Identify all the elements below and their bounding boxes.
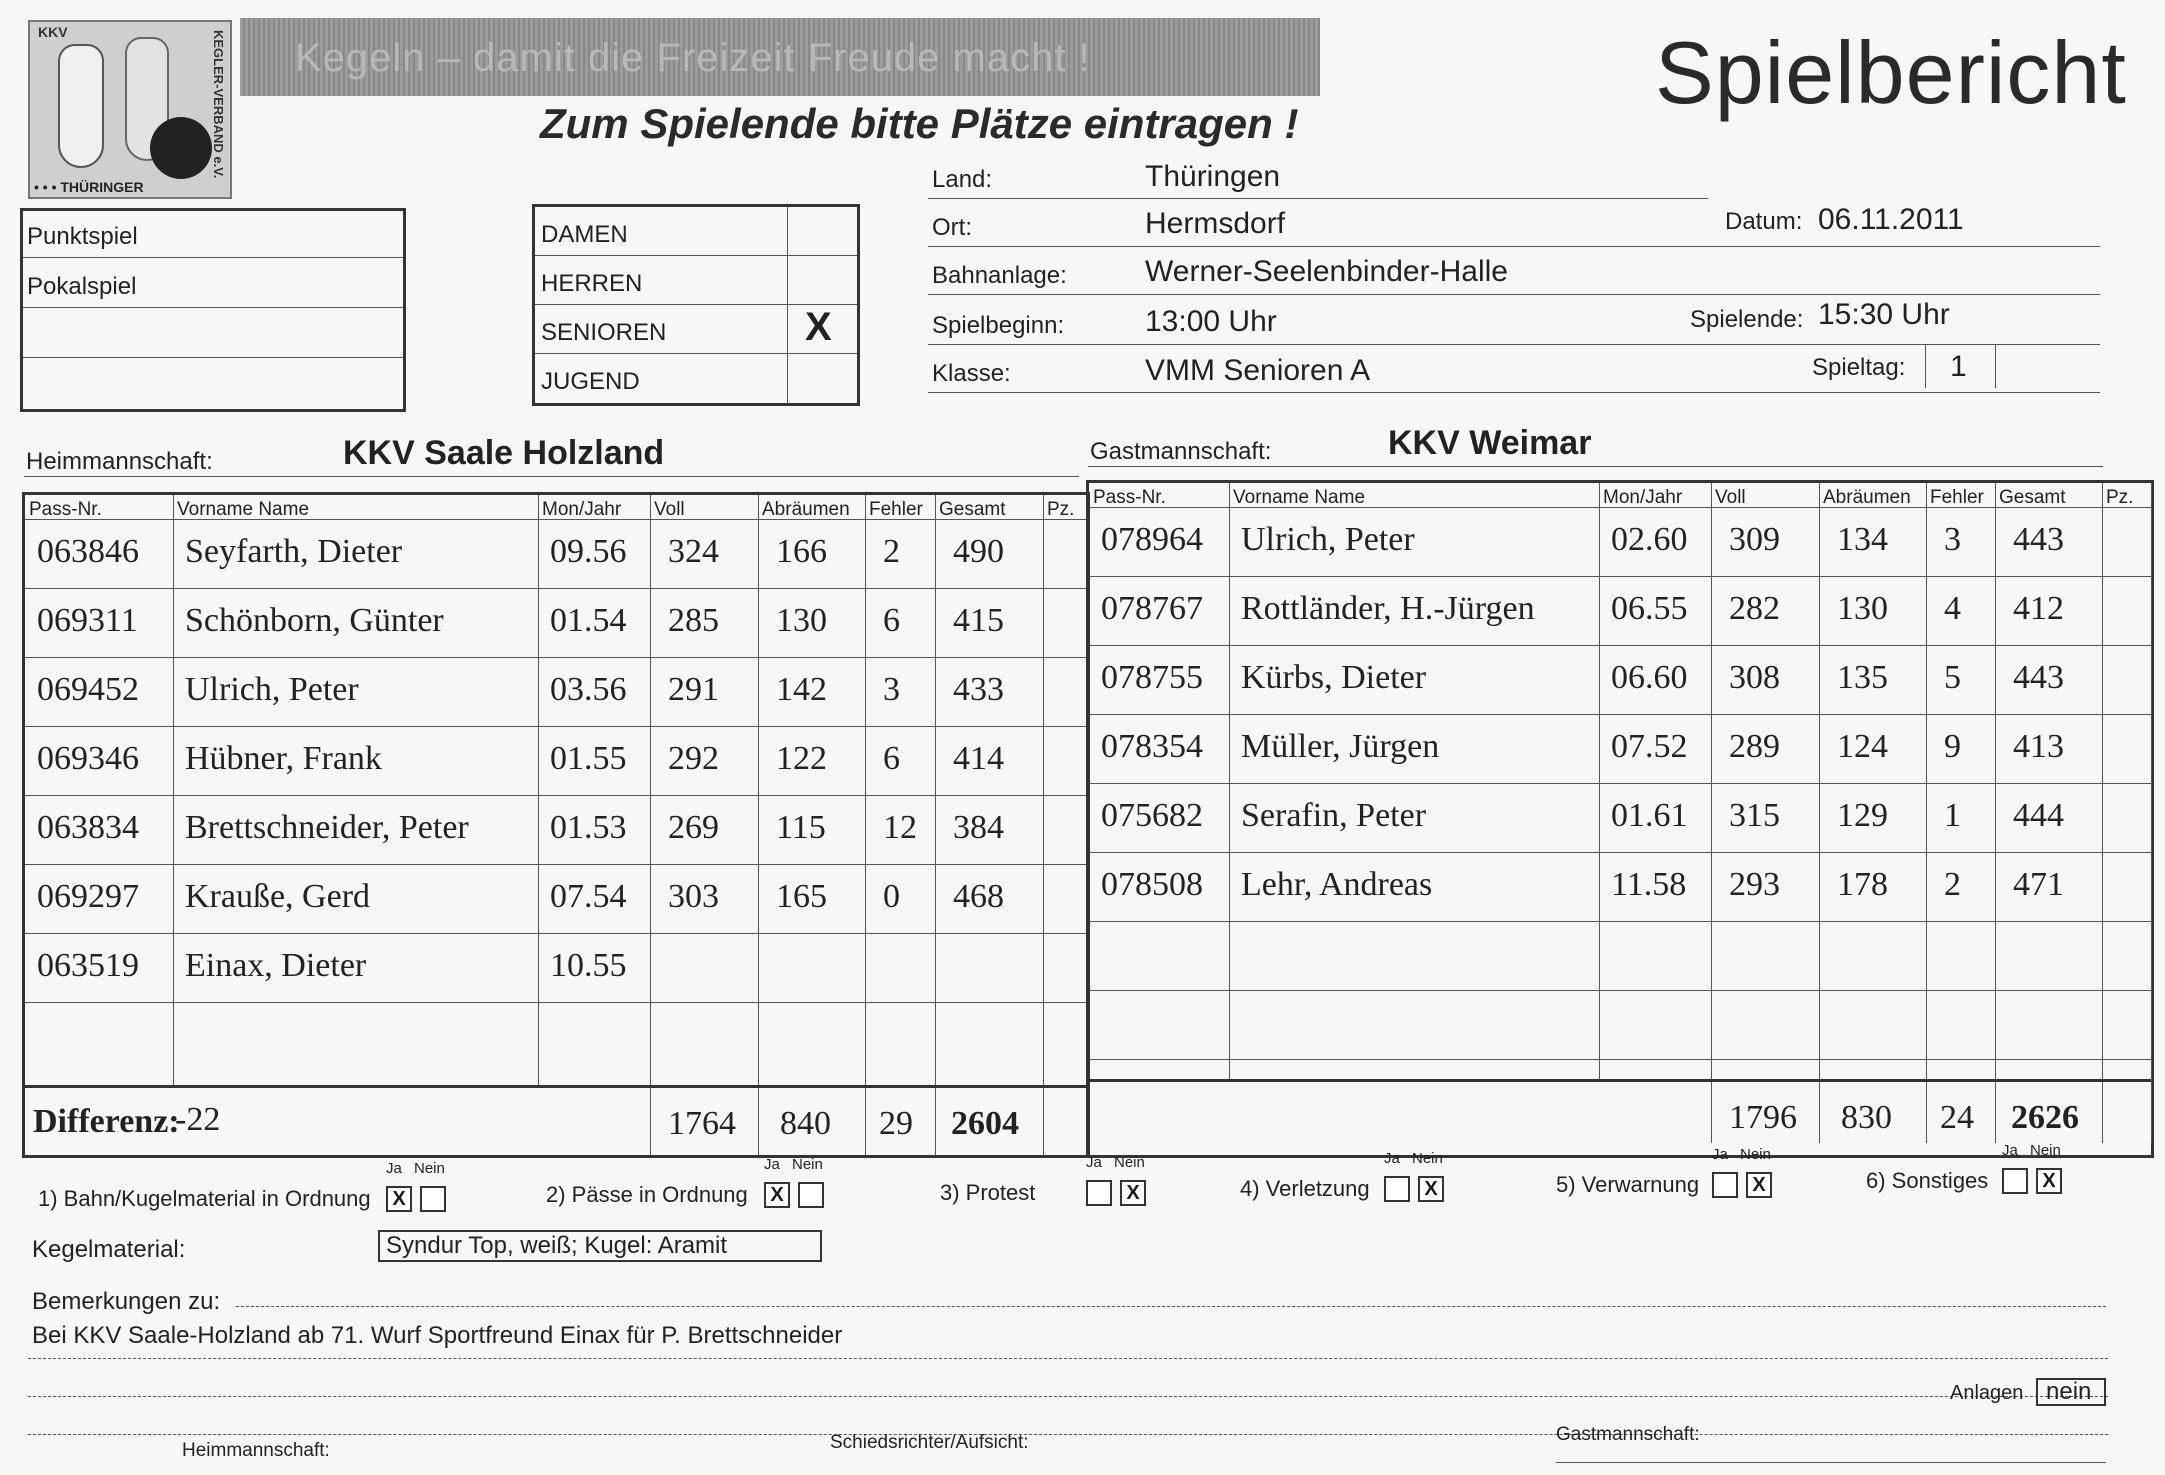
checkbox-nein[interactable]: X (1120, 1180, 1146, 1206)
ort-value: Hermsdorf (1145, 207, 1286, 240)
column-header-pass-nr: Pass-Nr. (29, 499, 102, 520)
cell-abraeumen: 130 (1837, 590, 1888, 627)
cell-pass-nr: 069346 (37, 740, 139, 777)
cell-pass-nr: 078964 (1101, 521, 1203, 558)
column-divider (538, 495, 539, 1085)
cell-abraeumen: 122 (776, 740, 827, 777)
check-nein-label: Nein (1412, 1150, 1443, 1167)
cell-gesamt: 444 (2013, 797, 2064, 834)
cell-fehler: 2 (883, 533, 900, 570)
total-fehler: 29 (879, 1105, 913, 1142)
cell-abraeumen: 124 (1837, 728, 1888, 765)
column-header-voll: Voll (654, 499, 685, 520)
anlagen-value: nein (2046, 1378, 2092, 1405)
totals-divider (1043, 1085, 1044, 1155)
total-abraeumen: 830 (1841, 1099, 1892, 1136)
cell-name: Einax, Dieter (185, 947, 367, 984)
home-team-label: Heimmannschaft: (26, 448, 213, 475)
page-title: Spielbericht (1655, 23, 2127, 122)
checkbox-ja[interactable]: X (764, 1182, 790, 1208)
column-header-name: Vorname Name (1233, 487, 1366, 508)
cell-mon-jahr: 01.54 (550, 602, 627, 639)
cell-abraeumen: 166 (776, 533, 827, 570)
cell-voll: 324 (668, 533, 719, 570)
cell-abraeumen: 115 (776, 809, 826, 846)
total-abraeumen: 840 (780, 1105, 831, 1142)
category-box (532, 204, 860, 406)
cell-fehler: 5 (1944, 659, 1961, 696)
logo-abbreviation: KKV (38, 24, 68, 40)
land-value: Thüringen (1145, 160, 1281, 193)
signature-home-label: Heimmannschaft: (182, 1440, 330, 1461)
totals-divider (2151, 1079, 2152, 1143)
cell-gesamt: 443 (2013, 521, 2064, 558)
spielende-value: 15:30 Uhr (1818, 298, 1950, 331)
cell-voll: 308 (1729, 659, 1780, 696)
cell-mon-jahr: 06.60 (1611, 659, 1688, 696)
cell-voll: 291 (668, 671, 719, 708)
checkbox-ja[interactable] (1384, 1176, 1410, 1202)
cell-name: Brettschneider, Peter (185, 809, 469, 846)
column-header-pz: Pz. (1047, 499, 1075, 520)
check-ja-label: Ja (2002, 1142, 2018, 1159)
kegelmaterial-box (378, 1230, 822, 1262)
totals-divider (1819, 1079, 1820, 1143)
check-nein-label: Nein (2030, 1142, 2061, 1159)
cell-abraeumen: 135 (1837, 659, 1888, 696)
cell-voll: 289 (1729, 728, 1780, 765)
row-divider (1089, 990, 2151, 991)
cell-mon-jahr: 07.54 (550, 878, 627, 915)
cell-voll: 315 (1729, 797, 1780, 834)
cell-mon-jahr: 07.52 (1611, 728, 1688, 765)
checkbox-nein[interactable]: X (2036, 1168, 2062, 1194)
column-header-gesamt: Gesamt (939, 499, 1006, 520)
check-ja-label: Ja (1384, 1150, 1400, 1167)
check-label: 2) Pässe in Ordnung (546, 1182, 748, 1207)
column-header-pass-nr: Pass-Nr. (1093, 487, 1166, 508)
cell-voll: 303 (668, 878, 719, 915)
game-type-box (20, 208, 406, 412)
category-senioren-mark: X (805, 305, 832, 349)
column-header-name: Vorname Name (177, 499, 310, 520)
total-gesamt: 2604 (951, 1105, 1019, 1142)
totals-divider (1995, 1079, 1996, 1143)
cell-name: Müller, Jürgen (1241, 728, 1440, 765)
column-divider (935, 495, 936, 1085)
cell-mon-jahr: 01.55 (550, 740, 627, 777)
total-voll: 1764 (668, 1105, 736, 1142)
bahnanlage-label: Bahnanlage: (932, 262, 1067, 289)
checkbox-ja[interactable]: X (386, 1186, 412, 1212)
check-ja-label: Ja (1086, 1154, 1102, 1171)
row-divider (1089, 714, 2151, 715)
row-divider (25, 726, 1087, 727)
cell-fehler: 9 (1944, 728, 1961, 765)
cell-voll: 282 (1729, 590, 1780, 627)
row-divider (25, 1002, 1087, 1003)
bahnanlage-value: Werner-Seelenbinder-Halle (1145, 255, 1508, 288)
home-team-name: KKV Saale Holzland (343, 434, 665, 472)
check-label: 1) Bahn/Kugelmaterial in Ordnung (38, 1186, 371, 1211)
logo-bottom-text: • • • THÜRINGER (34, 179, 144, 195)
totals-divider (758, 1085, 759, 1155)
totals-divider (2102, 1079, 2103, 1143)
cell-gesamt: 412 (2013, 590, 2064, 627)
row-divider (1089, 1059, 2151, 1060)
column-header-abraeumen: Abräumen (762, 499, 850, 520)
cell-name: Krauße, Gerd (185, 878, 371, 915)
cell-mon-jahr: 01.61 (1611, 797, 1688, 834)
cell-name: Ulrich, Peter (1241, 521, 1415, 558)
klasse-value: VMM Senioren A (1145, 354, 1371, 387)
totals-divider (865, 1085, 866, 1155)
kegelmaterial-label: Kegelmaterial: (32, 1236, 186, 1263)
totals-divider-line (25, 1085, 1087, 1088)
column-header-voll: Voll (1715, 487, 1746, 508)
column-divider (173, 495, 174, 1085)
cell-gesamt: 414 (953, 740, 1004, 777)
check-label: 5) Verwarnung (1556, 1172, 1700, 1197)
bemerkungen-text: Bei KKV Saale-Holzland ab 71. Wurf Sportfreund Einax für P. Brettschneider (32, 1322, 843, 1349)
cell-mon-jahr: 02.60 (1611, 521, 1688, 558)
cell-name: Hübner, Frank (185, 740, 382, 777)
column-header-abraeumen: Abräumen (1823, 487, 1911, 508)
cell-mon-jahr: 10.55 (550, 947, 627, 984)
totals-divider (650, 1085, 651, 1155)
cell-voll: 293 (1729, 866, 1780, 903)
checkbox-nein[interactable]: X (1746, 1172, 1772, 1198)
differenz-label: Differenz: (33, 1103, 180, 1140)
spielende-label: Spielende: (1690, 306, 1804, 333)
cell-gesamt: 384 (953, 809, 1004, 846)
cell-voll: 292 (668, 740, 719, 777)
check-nein-label: Nein (1740, 1146, 1771, 1163)
cell-mon-jahr: 01.53 (550, 809, 627, 846)
guest-team-name: KKV Weimar (1388, 424, 1592, 462)
anlagen-label: Anlagen (1950, 1382, 2024, 1404)
cell-fehler: 6 (883, 740, 900, 777)
cell-abraeumen: 134 (1837, 521, 1888, 558)
cell-gesamt: 413 (2013, 728, 2064, 765)
checkbox-ja[interactable] (1086, 1180, 1112, 1206)
cell-pass-nr: 063834 (37, 809, 139, 846)
row-divider (25, 795, 1087, 796)
check-nein-label: Nein (414, 1160, 445, 1177)
cell-voll: 285 (668, 602, 719, 639)
cell-fehler: 3 (883, 671, 900, 708)
kegel-pin-icon (58, 44, 104, 168)
cell-fehler: 12 (883, 809, 917, 846)
totals-divider (1711, 1079, 1712, 1143)
game-type-pokalspiel: Pokalspiel (27, 273, 137, 300)
checkbox-ja[interactable] (2002, 1168, 2028, 1194)
guest-score-table (1086, 480, 2154, 1158)
cell-voll: 269 (668, 809, 719, 846)
cell-mon-jahr: 03.56 (550, 671, 627, 708)
category-jugend: JUGEND (541, 368, 640, 395)
check-label: 3) Protest (940, 1180, 1036, 1205)
totals-divider (1926, 1079, 1927, 1143)
cell-voll: 309 (1729, 521, 1780, 558)
slogan-banner (240, 18, 1320, 96)
cell-gesamt: 433 (953, 671, 1004, 708)
cell-gesamt: 490 (953, 533, 1004, 570)
totals-divider-line (1089, 1079, 2151, 1082)
row-divider (1089, 921, 2151, 922)
total-fehler: 24 (1940, 1099, 1974, 1136)
cell-pass-nr: 069311 (37, 602, 138, 639)
column-divider (1043, 495, 1044, 1085)
row-divider (1089, 576, 2151, 577)
column-divider (758, 495, 759, 1085)
cell-abraeumen: 129 (1837, 797, 1888, 834)
cell-pass-nr: 063519 (37, 947, 139, 984)
cell-pass-nr: 078508 (1101, 866, 1203, 903)
cell-mon-jahr: 06.55 (1611, 590, 1688, 627)
checkbox-nein[interactable]: X (1418, 1176, 1444, 1202)
anlagen-box (2036, 1378, 2106, 1406)
cell-pass-nr: 069452 (37, 671, 139, 708)
cell-gesamt: 468 (953, 878, 1004, 915)
check-label: 6) Sonstiges (1866, 1168, 1989, 1193)
cell-pass-nr: 069297 (37, 878, 139, 915)
bemerkungen-label: Bemerkungen zu: (32, 1288, 221, 1315)
cell-pass-nr: 078354 (1101, 728, 1203, 765)
datum-label: Datum: (1725, 208, 1803, 235)
totals-divider (935, 1085, 936, 1155)
cell-abraeumen: 130 (776, 602, 827, 639)
cell-fehler: 1 (1944, 797, 1961, 834)
cell-name: Lehr, Andreas (1241, 866, 1433, 903)
signature-guest-label: Gastmannschaft: (1556, 1424, 1700, 1445)
checkbox-nein[interactable] (798, 1182, 824, 1208)
association-logo (28, 20, 232, 199)
cell-mon-jahr: 11.58 (1611, 866, 1687, 903)
total-voll: 1796 (1729, 1099, 1797, 1136)
signature-referee-label: Schiedsrichter/Aufsicht: (830, 1432, 1029, 1453)
checkbox-nein[interactable] (420, 1186, 446, 1212)
land-label: Land: (932, 166, 993, 193)
row-divider (1089, 852, 2151, 853)
slogan-text: Kegeln – damit die Freizeit Freude macht ! (295, 36, 1091, 80)
check-ja-label: Ja (764, 1156, 780, 1173)
cell-abraeumen: 165 (776, 878, 827, 915)
kegelmaterial-value: Syndur Top, weiß; Kugel: Aramit (386, 1232, 728, 1259)
cell-pass-nr: 075682 (1101, 797, 1203, 834)
cell-fehler: 4 (1944, 590, 1961, 627)
home-score-table (22, 492, 1090, 1158)
column-divider (865, 495, 866, 1085)
logo-vertical-text: KEGLER-VERBAND e.V. (211, 30, 226, 179)
cell-name: Serafin, Peter (1241, 797, 1427, 834)
cell-gesamt: 443 (2013, 659, 2064, 696)
cell-name: Ulrich, Peter (185, 671, 359, 708)
cell-fehler: 3 (1944, 521, 1961, 558)
spieltag-label: Spieltag: (1812, 354, 1906, 381)
bowling-ball-icon (150, 117, 212, 179)
column-divider (650, 495, 651, 1085)
cell-fehler: 0 (883, 878, 900, 915)
column-divider (2151, 483, 2152, 1079)
spielbeginn-label: Spielbeginn: (932, 312, 1065, 339)
checkbox-ja[interactable] (1712, 1172, 1738, 1198)
spielbeginn-value: 13:00 Uhr (1145, 305, 1277, 338)
guest-team-label: Gastmannschaft: (1090, 438, 1272, 465)
column-header-mon-jahr: Mon/Jahr (1603, 487, 1683, 508)
cell-mon-jahr: 09.56 (550, 533, 627, 570)
cell-abraeumen: 178 (1837, 866, 1888, 903)
column-header-gesamt: Gesamt (1999, 487, 2066, 508)
check-nein-label: Nein (792, 1156, 823, 1173)
instruction-subtitle: Zum Spielende bitte Plätze eintragen ! (540, 100, 1299, 147)
category-senioren: SENIOREN (541, 319, 667, 346)
cell-name: Kürbs, Dieter (1241, 659, 1427, 696)
cell-fehler: 6 (883, 602, 900, 639)
cell-gesamt: 471 (2013, 866, 2064, 903)
cell-pass-nr: 078767 (1101, 590, 1203, 627)
spieltag-value: 1 (1950, 350, 1967, 383)
row-divider (1089, 645, 2151, 646)
differenz-value: -22 (175, 1101, 221, 1138)
column-header-fehler: Fehler (869, 499, 923, 520)
cell-name: Schönborn, Günter (185, 602, 444, 639)
check-ja-label: Ja (1712, 1146, 1728, 1163)
check-label: 4) Verletzung (1240, 1176, 1370, 1201)
cell-pass-nr: 078755 (1101, 659, 1203, 696)
cell-fehler: 2 (1944, 866, 1961, 903)
column-header-pz: Pz. (2106, 487, 2134, 508)
category-herren: HERREN (541, 270, 643, 297)
cell-gesamt: 415 (953, 602, 1004, 639)
row-divider (25, 933, 1087, 934)
check-nein-label: Nein (1114, 1154, 1145, 1171)
total-gesamt: 2626 (2011, 1099, 2079, 1136)
klasse-label: Klasse: (932, 360, 1011, 387)
category-damen: DAMEN (541, 221, 628, 248)
column-header-fehler: Fehler (1930, 487, 1984, 508)
check-ja-label: Ja (386, 1160, 402, 1177)
row-divider (25, 657, 1087, 658)
game-type-punktspiel: Punktspiel (27, 223, 138, 250)
column-header-mon-jahr: Mon/Jahr (542, 499, 622, 520)
row-divider (25, 864, 1087, 865)
cell-pass-nr: 063846 (37, 533, 139, 570)
datum-value: 06.11.2011 (1818, 203, 1964, 236)
row-divider (25, 588, 1087, 589)
cell-name: Seyfarth, Dieter (185, 533, 403, 570)
cell-name: Rottländer, H.-Jürgen (1241, 590, 1535, 627)
cell-abraeumen: 142 (776, 671, 827, 708)
ort-label: Ort: (932, 214, 972, 241)
row-divider (1089, 783, 2151, 784)
